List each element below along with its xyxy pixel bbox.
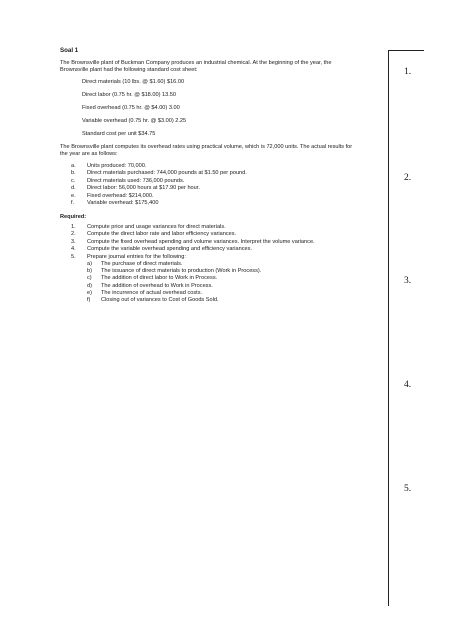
list-marker: 3. — [71, 238, 76, 245]
list-item — [60, 193, 360, 200]
list-marker: 2. — [71, 231, 76, 238]
list-text: Fixed overhead: $214,000. — [87, 192, 154, 199]
list-text: Direct materials used: 736,000 pounds. — [87, 177, 185, 184]
list-item — [60, 239, 360, 246]
list-item — [60, 200, 360, 207]
sub-list-item — [87, 268, 360, 275]
answer-number-3: 3. — [404, 276, 412, 286]
intro-paragraph: The Brownsville plant of Buckman Company produces an industrial chemical. At the beginning of the year, the Brownsville plant had the following standard cost sheet: — [60, 60, 332, 73]
list-item — [60, 163, 360, 170]
answer-column-rule — [388, 50, 389, 606]
cost-sheet-line: Variable overhead (0.75 hr. @ $3.00) 2.25 — [82, 118, 187, 124]
list-marker: a) — [87, 260, 92, 267]
list-text: The purchase of direct materials. — [101, 260, 183, 267]
sub-list-item — [87, 290, 360, 297]
cost-sheet-line: Direct labor (0.75 hr. @ $18.00) 13.50 — [82, 92, 176, 98]
list-text: Variable overhead: $175,400 — [87, 199, 159, 206]
list-text: Compute the fixed overhead spending and volume variances. Interpret the volume variance. — [87, 238, 315, 245]
list-marker: 1. — [71, 223, 76, 230]
list-item — [60, 254, 360, 305]
list-marker: f. — [71, 199, 75, 206]
answer-number-5: 5. — [404, 484, 412, 494]
list-text: Compute price and usage variances for direct materials. — [87, 223, 226, 230]
list-marker: d. — [71, 185, 76, 192]
list-marker: f) — [87, 297, 91, 304]
cost-sheet-line: Fixed overhead (0.75 hr. @ $4.00) 3.00 — [82, 105, 180, 111]
list-item — [60, 246, 360, 253]
list-marker: e) — [87, 290, 92, 297]
problem-text — [60, 47, 360, 305]
list-item — [60, 224, 360, 231]
sub-list-item — [87, 275, 360, 282]
list-item — [60, 231, 360, 238]
sub-list-item — [87, 297, 360, 304]
sub-list-item — [87, 283, 360, 290]
list-text: Prepare journal entries for the following: — [87, 253, 186, 260]
list-text: Direct materials purchased: 744,000 pounds at $1.50 per pound. — [87, 170, 247, 177]
list-text: The incurrence of actual overhead costs. — [101, 290, 203, 297]
answer-number-1: 1. — [404, 67, 412, 77]
list-marker: a. — [71, 163, 76, 169]
list-text: Compute the variable overhead spending and efficiency variances. — [87, 246, 253, 253]
problem-title: Soal 1 — [60, 47, 79, 54]
list-marker: 4. — [71, 246, 76, 253]
answer-column-top-rule — [388, 50, 424, 51]
list-marker: b) — [87, 267, 92, 274]
list-text: Units produced: 70,000. — [87, 163, 147, 169]
cost-sheet-total: Standard cost per unit $34.75 — [82, 131, 156, 137]
list-text: The issuance of direct materials to production (Work in Process). — [101, 267, 262, 274]
list-text: Closing out of variances to Cost of Goods Sold. — [101, 297, 219, 304]
list-text: The addition of direct labor to Work in Process. — [101, 275, 218, 282]
list-marker: b. — [71, 170, 76, 177]
answer-number-4: 4. — [404, 380, 412, 390]
list-marker: c) — [87, 275, 92, 282]
list-item — [60, 185, 360, 192]
actual-results-list — [60, 163, 360, 207]
practical-volume-paragraph: The Brownsville plant computes its overhead rates using practical volume, which is 72,000 units. The actual results for the year are as follows: — [60, 144, 353, 157]
list-marker: d) — [87, 282, 92, 289]
list-text: Compute the direct labor rate and labor efficiency variances. — [87, 231, 237, 238]
list-item — [60, 170, 360, 177]
list-text: The addition of overhead to Work in Process. — [101, 282, 213, 289]
journal-entries-list — [87, 261, 360, 305]
sub-list-item — [87, 261, 360, 268]
required-heading: Required: — [60, 213, 87, 220]
list-marker: c. — [71, 177, 76, 184]
list-marker: 5. — [71, 253, 76, 260]
cost-sheet-line: Direct materials (10 lbs. @ $1.60) $16.00 — [82, 79, 185, 85]
list-marker: e. — [71, 192, 76, 199]
list-item — [60, 178, 360, 185]
answer-number-2: 2. — [404, 173, 412, 183]
required-list — [60, 224, 360, 305]
list-text: Direct labor: 56,000 hours at $17.90 per hour. — [87, 185, 200, 192]
